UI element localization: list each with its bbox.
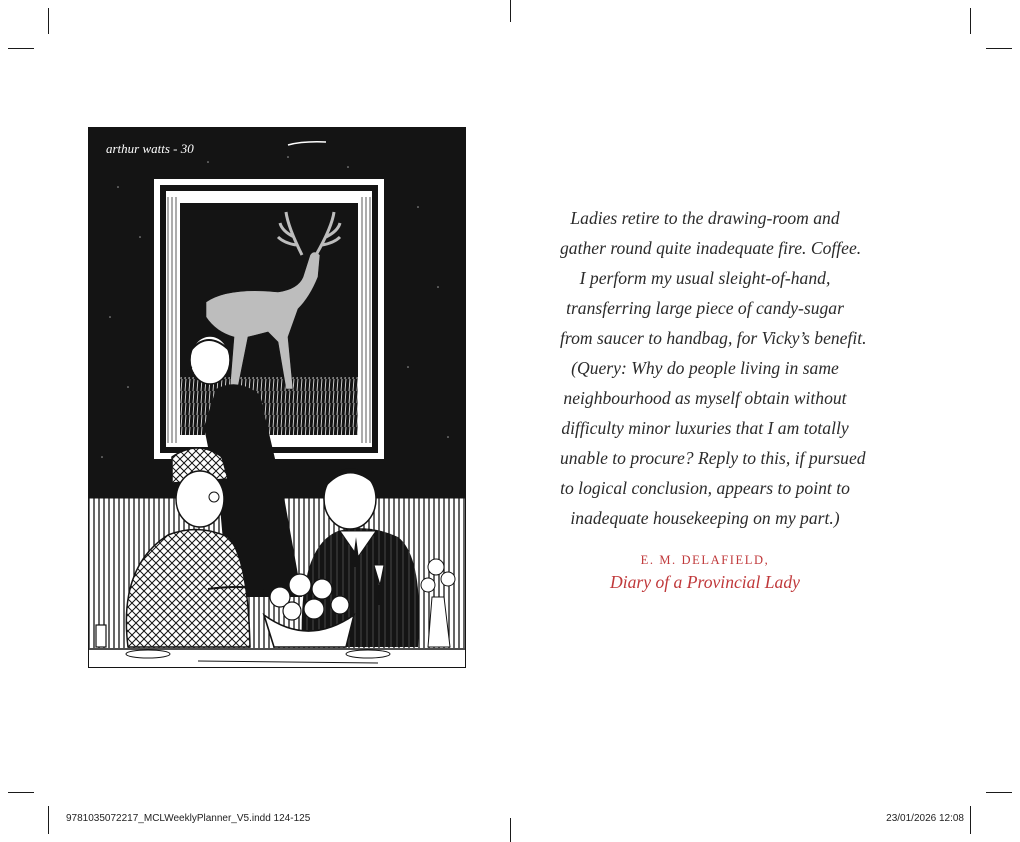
crop-mark-top-center <box>510 0 511 22</box>
slug-file-info: 9781035072217_MCLWeeklyPlanner_V5.indd 124-125 <box>66 813 311 824</box>
crop-mark-bottom-left-h <box>8 792 34 793</box>
artist-signature: arthur watts - 30 <box>106 141 194 156</box>
quote-block <box>560 203 867 593</box>
quote-line: I perform my usual sleight-of-hand, <box>579 268 831 288</box>
crop-mark-bottom-center <box>510 818 511 842</box>
crop-mark-top-left <box>48 8 49 34</box>
quote-line: gather round quite inadequate fire. Coffee. <box>560 238 862 258</box>
quote-line: difficulty minor luxuries that I am totally <box>561 418 849 438</box>
slug-timestamp: 23/01/2026 12:08 <box>886 813 964 824</box>
quote-line: from saucer to handbag, for Vicky’s benefit. <box>560 328 867 348</box>
quote-author: E. M. DELAFIELD, <box>640 553 770 567</box>
crop-mark-top-left-h <box>8 48 34 49</box>
quote-book-title: Diary of a Provincial Lady <box>610 572 800 592</box>
quote-line: transferring large piece of candy-sugar <box>566 298 844 318</box>
quote-line: neighbourhood as myself obtain without <box>563 388 847 408</box>
crop-mark-top-right <box>970 8 971 34</box>
quote-line: to logical conclusion, appears to point to <box>560 478 850 498</box>
quote-line: unable to procure? Reply to this, if pursued <box>560 448 866 468</box>
crop-mark-top-right-h <box>986 48 1012 49</box>
crop-mark-bottom-right-h <box>986 792 1012 793</box>
crop-mark-bottom-right <box>970 806 971 834</box>
quote-line: (Query: Why do people living in same <box>571 358 839 378</box>
quote-line: inadequate housekeeping on my part.) <box>570 508 840 528</box>
quote-line: Ladies retire to the drawing-room and <box>570 208 840 228</box>
crop-mark-bottom-left <box>48 806 49 834</box>
dinner-party-illustration <box>88 127 466 668</box>
